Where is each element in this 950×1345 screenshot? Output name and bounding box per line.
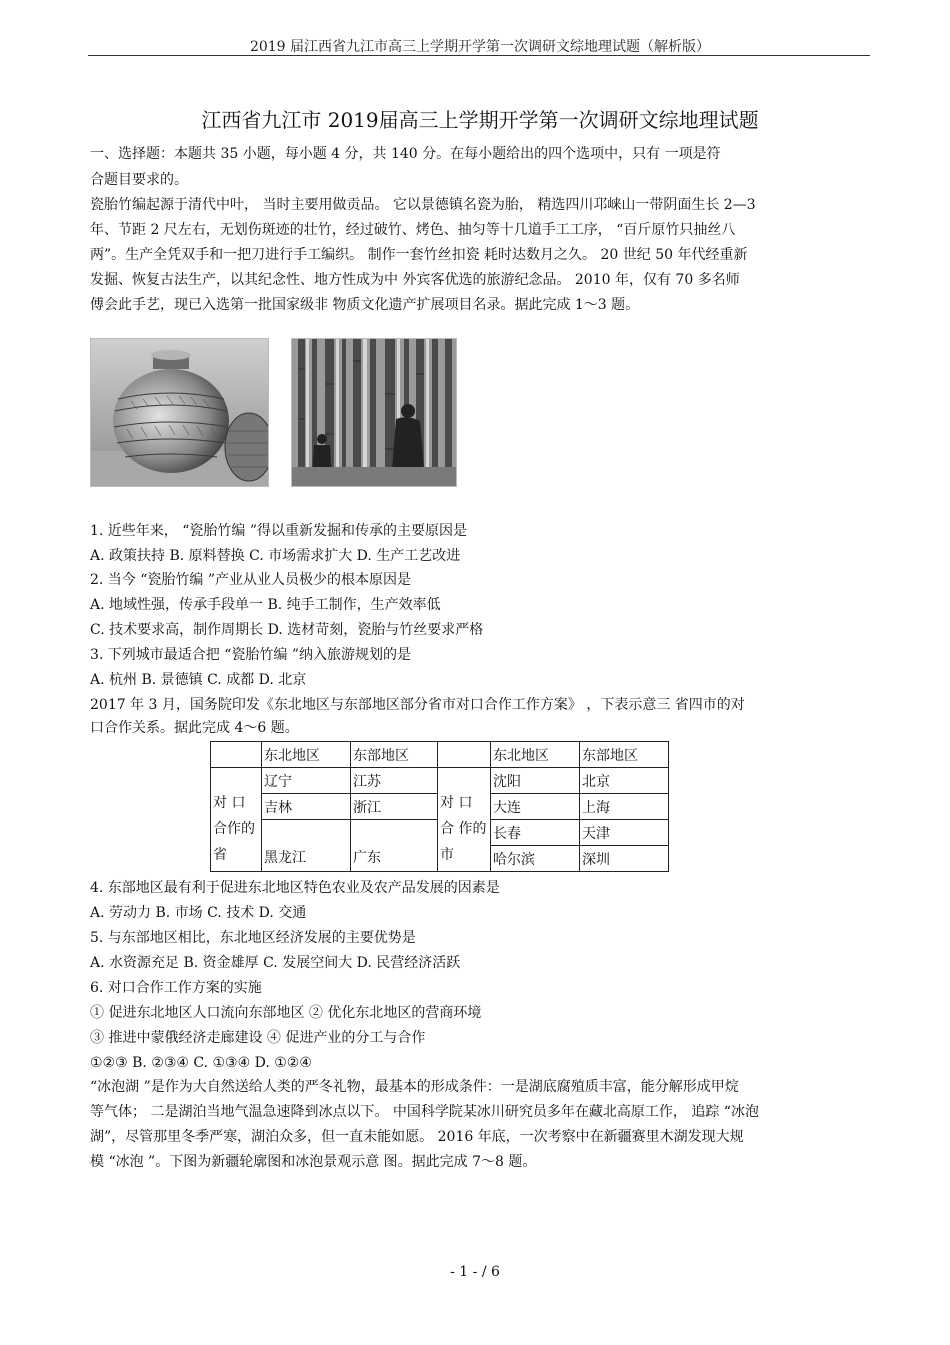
passage-line: 两”。生产全凭双手和一把刀进行手工编织。 制作一套竹丝扣瓷 耗时达数月之久。 20 世纪 50 年代经重新 (90, 247, 748, 263)
table-cell: 上海 (580, 794, 669, 820)
table-cell: 辽宁 (262, 768, 351, 794)
table-cell: 浙江 (351, 794, 438, 820)
table-cell: 黑龙江 (262, 820, 351, 872)
intro-line: 合题目要求的。 (90, 172, 188, 188)
table-cell: 深圳 (580, 846, 669, 872)
passage-line: 2017 年 3 月，国务院印发《东北地区与东部地区部分省市对口合作工作方案》 ，下表示意三 省四市的对 (90, 697, 745, 713)
row-head-text: 合作的 (213, 821, 255, 837)
question-line: 4. 东部地区最有利于促进东北地区特色农业及农产品发展的因素是 (90, 880, 500, 896)
question-line: 2. 当今 “瓷胎竹编 ”产业从业人员极少的根本原因是 (90, 572, 412, 588)
bamboo-weave-vase-photo (90, 338, 269, 487)
question-line: A. 地域性强，传承手段单一 B. 纯手工制作，生产效率低 (90, 597, 441, 613)
row-head-text: 对 口 (213, 795, 246, 811)
row-head-text: 合 作的 (440, 821, 487, 837)
table-header-cell: 东北地区 (262, 742, 351, 768)
passage-line: “冰泡湖 ”是作为大自然送给人类的严冬礼物，最基本的形成条件：一是湖底腐殖质丰富，能分解形成甲烷 (90, 1079, 739, 1095)
table-cell: 天津 (580, 820, 669, 846)
row-head-text: 对 口 (440, 795, 473, 811)
intro-line: 一、选择题：本题共 35 小题，每小题 4 分，共 140 分。在每小题给出的四个选项中，只有 一项是符 (90, 146, 721, 162)
question-line: A. 政策扶持 B. 原料替换 C. 市场需求扩大 D. 生产工艺改进 (90, 548, 461, 564)
table-cell: 哈尔滨 (491, 846, 580, 872)
question-line: ①②③ B. ②③④ C. ①③④ D. ①②④ (90, 1055, 312, 1071)
question-line: A. 水资源充足 B. 资金雄厚 C. 发展空间大 D. 民营经济活跃 (90, 955, 461, 971)
city-row-head (438, 768, 491, 872)
table-header-row (211, 742, 669, 768)
table-cell: 大连 (491, 794, 580, 820)
question-line: 1. 近些年来， “瓷胎竹编 ”得以重新发掘和传承的主要原因是 (90, 523, 468, 539)
passage-line: 口合作关系。据此完成 4～6 题。 (90, 720, 299, 736)
question-line: ① 促进东北地区人口流向东部地区 ② 优化东北地区的营商环境 (90, 1005, 482, 1021)
header-divider (88, 55, 870, 56)
table-header-cell: 东北地区 (491, 742, 580, 768)
table-header-cell: 东部地区 (351, 742, 438, 768)
passage-line: 傅会此手艺，现已入选第一批国家级非 物质文化遗产扩展项目名录。据此完成 1～3 题。 (90, 297, 640, 313)
question-line: A. 劳动力 B. 市场 C. 技术 D. 交通 (90, 905, 307, 921)
page-number: - 1 - / 6 (450, 1264, 500, 1280)
table-cell: 吉林 (262, 794, 351, 820)
question-line: 5. 与东部地区相比，东北地区经济发展的主要优势是 (90, 930, 416, 946)
page-title: 江西省九江市 2019届高三上学期开学第一次调研文综地理试题 (201, 108, 759, 132)
table-cell: 长春 (491, 820, 580, 846)
passage-line: 发掘、恢复古法生产，以其纪念性、地方性成为中 外宾客优选的旅游纪念品。 2010 年，仅有 70 多名师 (90, 272, 740, 288)
passage-line: 模 “冰泡 ”。下图为新疆轮廓图和冰泡景观示意 图。据此完成 7～8 题。 (90, 1154, 537, 1170)
table-cell: 江苏 (351, 768, 438, 794)
province-row-head (211, 768, 262, 872)
row-head-text: 市 (440, 847, 454, 863)
row-head-text: 省 (213, 847, 227, 863)
table-row (211, 768, 669, 794)
table-corner-cell (211, 742, 262, 768)
table-cell: 广东 (351, 820, 438, 872)
table-cell: 北京 (580, 768, 669, 794)
table-corner-cell (438, 742, 491, 768)
running-header: 2019 届江西省九江市高三上学期开学第一次调研文综地理试题（解析版） (249, 39, 711, 55)
passage-line: 等气体； 二是湖泊当地气温急速降到冰点以下。 中国科学院某冰川研究员多年在藏北高原工作， 追踪 “冰泡 (90, 1104, 759, 1120)
question-line: A. 杭州 B. 景德镇 C. 成都 D. 北京 (90, 672, 307, 688)
question-line: 3. 下列城市最适合把 “瓷胎竹编 ”纳入旅游规划的是 (90, 647, 412, 663)
passage-line: 瓷胎竹编起源于清代中叶， 当时主要用做贡品。 它以景德镇名瓷为胎， 精选四川邛崃山一带阴面生长 2—3 (90, 197, 756, 213)
bamboo-forest-photo (291, 338, 457, 487)
cooperation-table (210, 741, 669, 872)
question-line: ③ 推进中蒙俄经济走廊建设 ④ 促进产业的分工与合作 (90, 1030, 426, 1046)
question-line: 6. 对口合作工作方案的实施 (90, 980, 262, 996)
table-header-cell: 东部地区 (580, 742, 669, 768)
passage-line: 湖”，尽管那里冬季严寒，湖泊众多，但一直未能如愿。 2016 年底，一次考察中在新疆赛里木湖发现大规 (90, 1129, 744, 1145)
question-line: C. 技术要求高，制作周期长 D. 选材苛刻，瓷胎与竹丝要求严格 (90, 622, 484, 638)
passage-line: 年、节距 2 尺左右，无划伤斑迹的壮竹，经过破竹、烤色、抽匀等十几道手工工序， “百斤原竹只抽丝八 (90, 222, 736, 238)
table-cell: 沈阳 (491, 768, 580, 794)
